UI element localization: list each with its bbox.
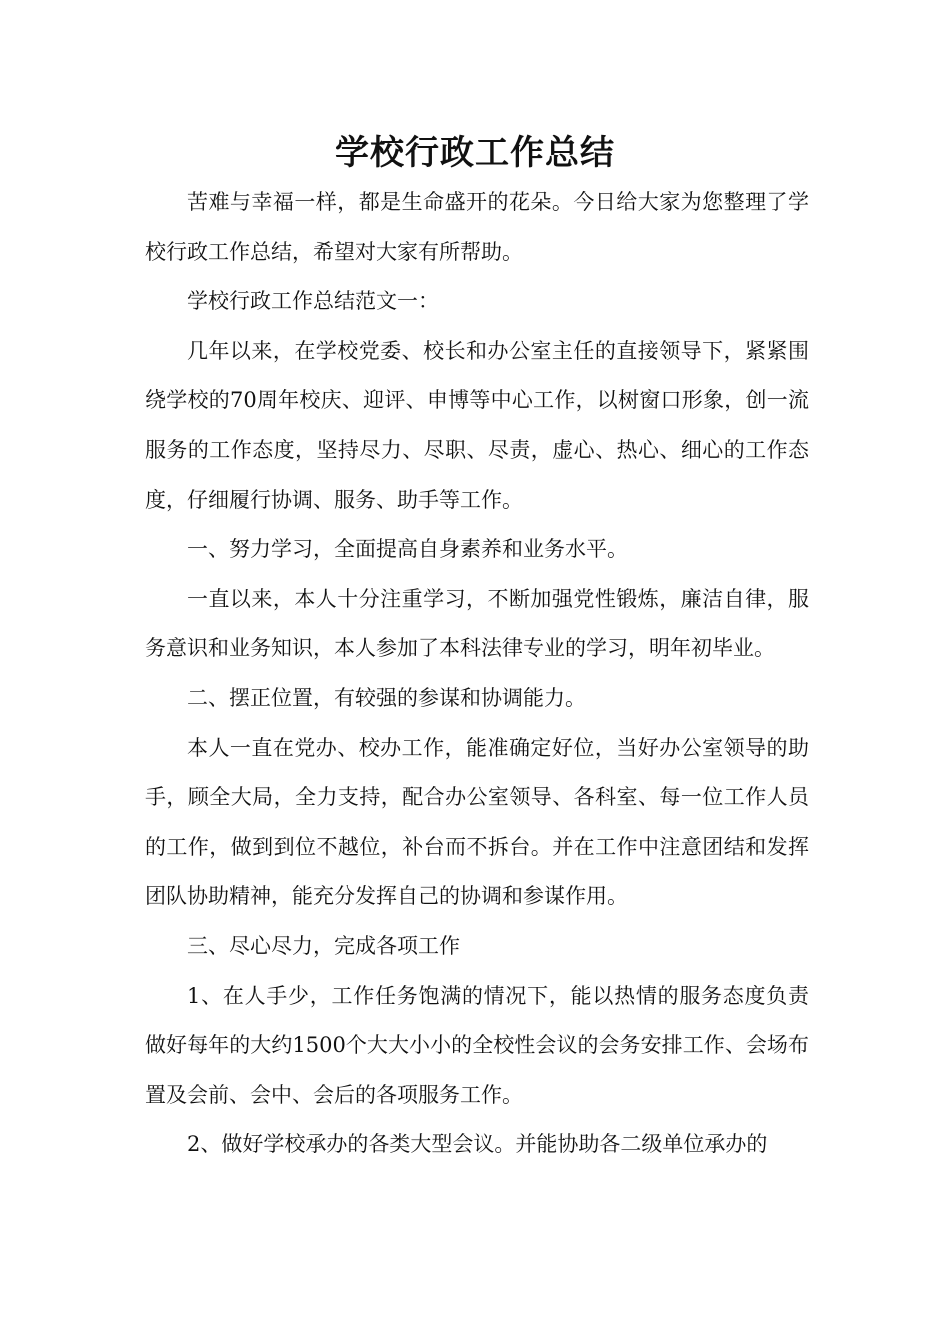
paragraph-study: 一直以来，本人十分注重学习，不断加强党性锻炼，廉洁自律，服务意识和业务知识，本人参加了本科法律专业的学习，明年初毕业。 xyxy=(145,586,809,661)
document-body xyxy=(145,178,809,1170)
section-heading-2: 二、摆正位置，有较强的参谋和协调能力。 xyxy=(187,685,586,710)
section-heading-3: 三、尽心尽力，完成各项工作 xyxy=(187,933,460,958)
paragraph-intro: 苦难与幸福一样，都是生命盛开的花朵。今日给大家为您整理了学校行政工作总结，希望对大家有所帮助。 xyxy=(145,190,809,264)
list-item-1: 1、在人手少，工作任务饱满的情况下，能以热情的服务态度负责做好每年的大约1500个大大小小的全校性会议的会务安排工作、会场布置及会前、会中、会后的各项服务工作。 xyxy=(145,983,809,1107)
paragraph-overview: 几年以来，在学校党委、校长和办公室主任的直接领导下，紧紧围绕学校的70周年校庆、迎评、申博等中心工作，以树窗口形象，创一流服务的工作态度，坚持尽力、尽职、尽责，虚心、热心、细心的工作态度，仔细履行协调、服务、助手等工作。 xyxy=(145,338,809,512)
list-item-2: 2、做好学校承办的各类大型会议。并能协助各二级单位承办的 xyxy=(187,1132,768,1157)
paragraph-position: 本人一直在党办、校办工作，能准确定好位，当好办公室领导的助手，顾全大局，全力支持，配合办公室领导、各科室、每一位工作人员的工作，做到到位不越位，补台而不拆台。并在工作中注意团结和发挥团队协助精神，能充分发挥自己的协调和参谋作用。 xyxy=(145,735,809,909)
section-heading-1: 一、努力学习，全面提高自身素养和业务水平。 xyxy=(187,537,628,562)
document-title: 学校行政工作总结 xyxy=(335,133,615,173)
paragraph-sample-heading: 学校行政工作总结范文一： xyxy=(187,289,439,314)
